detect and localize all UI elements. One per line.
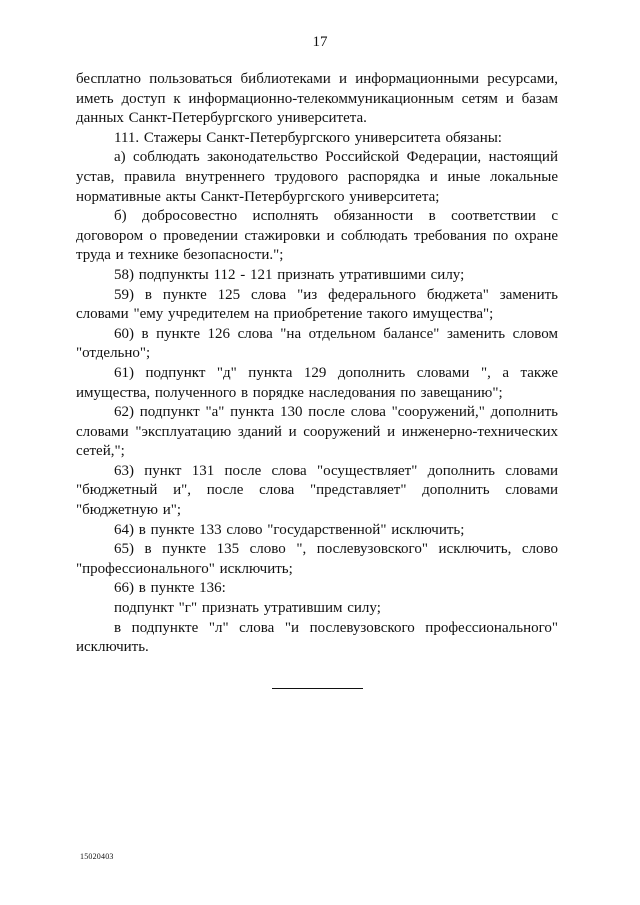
paragraph-subitem-a: а) соблюдать законодательство Российской Федерации, настоящий устав, правила внутреннего трудового распорядка и иные локальные нормативные акты Санкт-Петербургского университета; bbox=[76, 149, 558, 205]
paragraph-continuation: бесплатно пользоваться библиотеками и информационными ресурсами, иметь доступ к информационно-телекоммуникационным сетям и базам данных Санкт-Петербургского университета. bbox=[76, 71, 558, 127]
document-body bbox=[76, 70, 558, 658]
paragraph-item-61: 61) подпункт "д" пункта 129 дополнить словами ", а также имущества, полученного в порядке наследования по завещанию"; bbox=[76, 364, 558, 401]
paragraph-item-64: 64) в пункте 133 слово "государственной" исключить; bbox=[114, 521, 465, 538]
paragraph-subitem-b: б) добросовестно исполнять обязанности в соответствии с договором о проведении стажировки и соблюдать требования по охране труда и технике безопасности."; bbox=[76, 208, 558, 264]
paragraph-subitem-g: подпункт "г" признать утратившим силу; bbox=[114, 600, 381, 617]
paragraph-subitem-l: в подпункте "л" слова "и послевузовского профессионального" исключить. bbox=[76, 619, 558, 656]
paragraph-item-63: 63) пункт 131 после слова "осуществляет" дополнить словами "бюджетный и", после слова "представляет" дополнить словами "бюджетную и"; bbox=[76, 462, 558, 519]
paragraph-item-66: 66) в пункте 136: bbox=[114, 580, 226, 597]
paragraph-item-62: 62) подпункт "а" пункта 130 после слова "сооружений," дополнить словами "эксплуатацию зданий и сооружений и инженерно-технических сетей,"; bbox=[76, 404, 558, 460]
document-code: 15020403 bbox=[80, 852, 114, 861]
paragraph-item-111: 111. Стажеры Санкт-Петербургского университета обязаны: bbox=[114, 129, 502, 146]
page-number: 17 bbox=[312, 34, 328, 50]
paragraph-item-65: 65) в пункте 135 слово ", послевузовского" исключить, слово "профессионального" исключить; bbox=[76, 541, 558, 577]
paragraph-item-59: 59) в пункте 125 слова "из федерального бюджета" заменить словами "ему учредителем на приобретение такого имущества"; bbox=[76, 286, 558, 323]
paragraph-item-58: 58) подпункты 112 - 121 признать утратившими силу; bbox=[114, 266, 465, 283]
closing-rule bbox=[272, 688, 363, 689]
paragraph-item-60: 60) в пункте 126 слова "на отдельном балансе" заменить словом "отдельно"; bbox=[76, 325, 558, 362]
